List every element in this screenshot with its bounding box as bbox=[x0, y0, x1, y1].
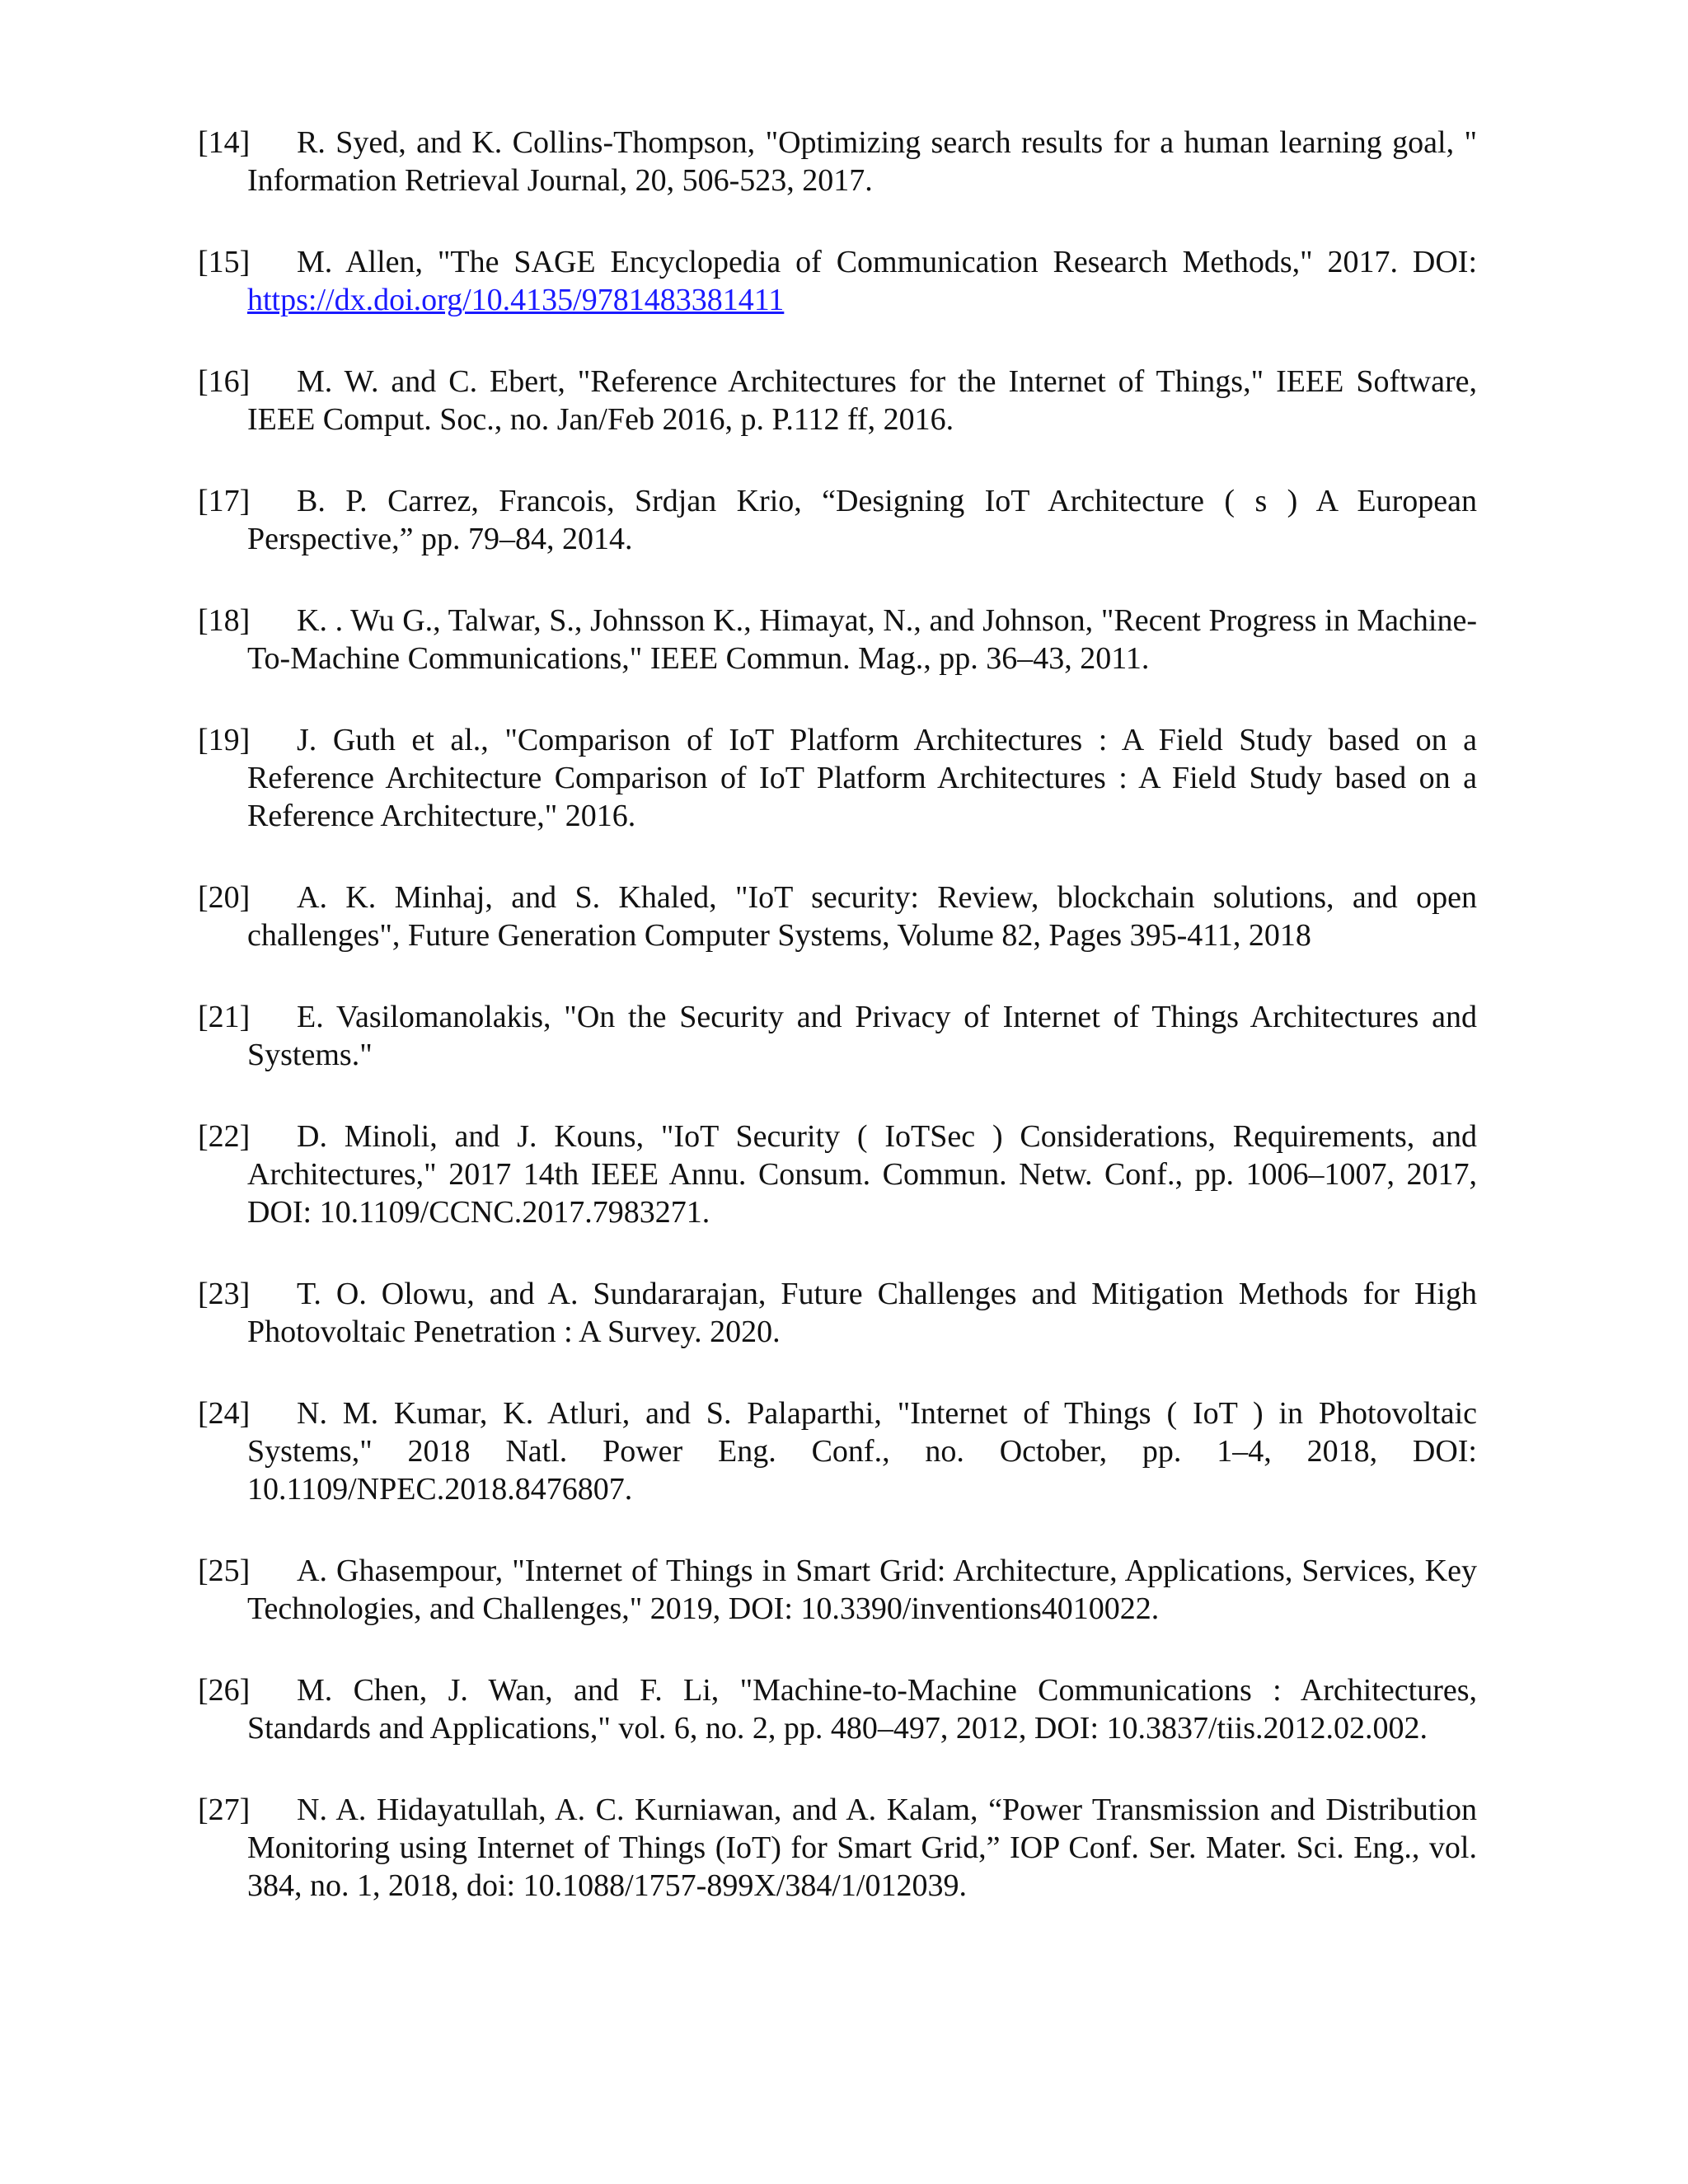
reference-text: T. O. Olowu, and A. Sundararajan, Future Challenges and Mitigation Methods for High Photovoltaic Penetration : A Survey. 2020. bbox=[247, 1277, 1477, 1349]
reference-number: [25] bbox=[198, 1554, 251, 1588]
reference-24 bbox=[198, 1394, 1477, 1508]
reference-number: [15] bbox=[198, 245, 251, 279]
reference-number: [26] bbox=[198, 1673, 251, 1708]
reference-number: [24] bbox=[198, 1396, 251, 1431]
reference-number: [21] bbox=[198, 1000, 251, 1034]
reference-list bbox=[198, 124, 1477, 1948]
reference-text: M. Allen, "The SAGE Encyclopedia of Communication Research Methods," 2017. DOI: bbox=[297, 245, 1477, 279]
reference-20 bbox=[198, 879, 1477, 954]
reference-number: [22] bbox=[198, 1119, 251, 1154]
reference-25 bbox=[198, 1552, 1477, 1628]
reference-text: B. P. Carrez, Francois, Srdjan Krio, “Designing IoT Architecture ( s ) A European Perspective,” pp. 79–84, 2014. bbox=[247, 484, 1477, 556]
reference-text: A. K. Minhaj, and S. Khaled, "IoT security: Review, blockchain solutions, and open challenges", Future Generation Computer Systems, Volume 82, Pages 395-411, 2018 bbox=[247, 880, 1477, 953]
reference-16 bbox=[198, 363, 1477, 438]
reference-27 bbox=[198, 1791, 1477, 1905]
reference-text: M. Chen, J. Wan, and F. Li, "Machine-to-Machine Communications : Architectures, Standards and Applications," vol. 6, no. 2, pp. 480–497, 2012, DOI: 10.3837/tiis.2012.02.002. bbox=[247, 1673, 1477, 1746]
reference-number: [20] bbox=[198, 880, 251, 915]
reference-text: N. A. Hidayatullah, A. C. Kurniawan, and A. Kalam, “Power Transmission and Distribution Monitoring using Internet of Things (IoT) for Smart Grid,” IOP Conf. Ser. Mater. Sci. Eng., vol. 384, no. 1, 2018, doi: 10.1088/1757-899X/384/1/012039. bbox=[247, 1793, 1477, 1903]
reference-number: [17] bbox=[198, 484, 251, 518]
reference-text: R. Syed, and K. Collins-Thompson, "Optimizing search results for a human learning goal, " Information Retrieval Journal, 20, 506-523, 2017. bbox=[247, 125, 1477, 198]
reference-17 bbox=[198, 482, 1477, 558]
reference-number: [16] bbox=[198, 364, 251, 399]
reference-14 bbox=[198, 124, 1477, 199]
reference-18 bbox=[198, 602, 1477, 677]
reference-number: [27] bbox=[198, 1793, 251, 1827]
reference-text: M. W. and C. Ebert, "Reference Architectures for the Internet of Things," IEEE Software, IEEE Comput. Soc., no. Jan/Feb 2016, p. P.112 ff, 2016. bbox=[247, 364, 1477, 437]
reference-26 bbox=[198, 1671, 1477, 1747]
reference-number: [23] bbox=[198, 1277, 251, 1311]
reference-text: K. . Wu G., Talwar, S., Johnsson K., Himayat, N., and Johnson, "Recent Progress in Machine-To-Machine Communications," IEEE Commun. Mag., pp. 36–43, 2011. bbox=[247, 603, 1477, 676]
reference-text: N. M. Kumar, K. Atluri, and S. Palaparthi, "Internet of Things ( IoT ) in Photovoltaic Systems," 2018 Natl. Power Eng. Conf., no. October, pp. 1–4, 2018, DOI: 10.1109/NPEC.2018.8476807. bbox=[247, 1396, 1477, 1507]
reference-text: A. Ghasempour, "Internet of Things in Smart Grid: Architecture, Applications, Services, Key Technologies, and Challenges," 2019, DOI: 10.3390/inventions4010022. bbox=[247, 1554, 1477, 1626]
doi-link[interactable]: https://dx.doi.org/10.4135/9781483381411 bbox=[247, 283, 785, 317]
reference-19 bbox=[198, 721, 1477, 835]
reference-text: J. Guth et al., "Comparison of IoT Platform Architectures : A Field Study based on a Reference Architecture Comparison of IoT Platform Architectures : A Field Study based on a Reference Architecture," 2016. bbox=[247, 723, 1477, 833]
reference-23 bbox=[198, 1275, 1477, 1351]
reference-number: [18] bbox=[198, 603, 251, 638]
reference-text: E. Vasilomanolakis, "On the Security and Privacy of Internet of Things Architectures and Systems." bbox=[247, 1000, 1477, 1072]
reference-number: [19] bbox=[198, 723, 251, 757]
reference-22 bbox=[198, 1118, 1477, 1231]
reference-number: [14] bbox=[198, 125, 251, 160]
reference-21 bbox=[198, 998, 1477, 1074]
reference-text: D. Minoli, and J. Kouns, "IoT Security ( IoTSec ) Considerations, Requirements, and Architectures," 2017 14th IEEE Annu. Consum. Commun. Netw. Conf., pp. 1006–1007, 2017, DOI: 10.1109/CCNC.2017.7983271. bbox=[247, 1119, 1477, 1230]
reference-15 bbox=[198, 243, 1477, 319]
